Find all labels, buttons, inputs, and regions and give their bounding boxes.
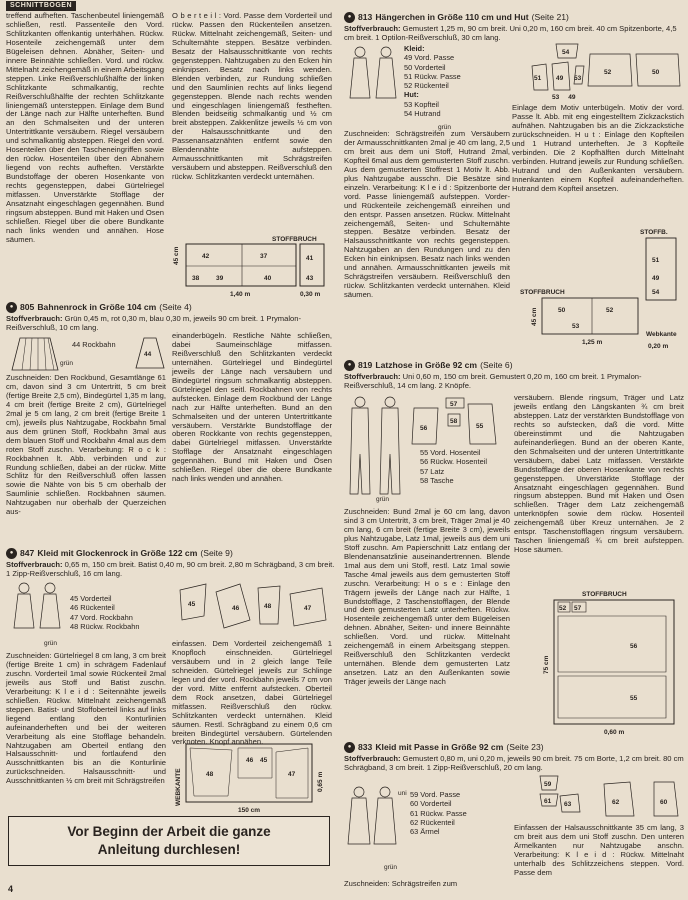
diagram1-part: 43	[306, 275, 314, 282]
pattern-813-title: Hängerchen in Größe 110 cm und Hut	[375, 12, 529, 23]
col1-top-text: treffend aufheften. Taschenbeutel liniengemäß schließen, restl. Passenteile den Vord. Schlitzkanten offenkantig unterhähen. Rückw. Hosenteile zeichengemäß unter dem Bügeleisen dehnen. Abnäher, Seiten- und innere Beinnähte schließen. Vord. und rückw. Mittelnaht zeichengemäß in einem Arbeitsgang steppen. Linke Reißverschlußhälfte der linken Schlitzkante schmalkantig, rechte Reißverschlußhälfte der rechten Schlitzkante liniengemäß untersteppen. Einlage dem Bund der Länge nach zur Hälfte unterheften. Bund an den Schmalseiten und der unteren Untertrittkante versäubern. Riegel versäubern und schmalkantig absteppen. Riegel den vord. Hosenteilen über den Tascheneingriffen sowie den rückw. Hosenteilen über den Abnähern liegend von rechts aufheften. Verstärkte Bundstoffage der oberen Hosenkante von rechts gegensteppen, dabei Gürtelriegel mitfassen. Unverstärkte Stofflage der Ansatznaht eingeschlagen gegennähen. Bund ringsum absteppen. Bund mit Haken und Osen schließen. Riegel über die obere Bundkante nach links wenden und annähen. Hose säumen.	[6, 11, 164, 244]
diagram-819-height: 75 cm	[543, 655, 550, 674]
webkante-label: WEBKANTE	[175, 768, 182, 806]
legend-item: 49 Vord. Passe	[404, 53, 455, 63]
legend-item: 63 Ärmel	[410, 827, 440, 836]
pattern-833-part-label: 60	[660, 799, 668, 806]
legend-item: 52 Rückenteil	[404, 81, 449, 90]
pattern-819-page-ref: (Seite 6)	[480, 360, 513, 371]
diagram-847-width: 150 cm	[238, 807, 261, 814]
pattern-847-number: 847	[20, 548, 35, 559]
pattern-805-number: 805	[20, 302, 35, 313]
diagram1-height: 45 cm	[173, 246, 180, 265]
legend-item: 56 Rückw. Hosenteil	[420, 457, 487, 467]
pattern-819-legend	[420, 448, 510, 485]
instruction-box	[8, 816, 330, 866]
diagram-813-stoffb: STOFFB.	[640, 229, 668, 236]
stoffverbrauch-label: Stoffverbrauch:	[6, 314, 63, 323]
header-tag: SCHNITTBOGEN	[6, 1, 76, 11]
legend-item: 47 Vord. Rockbahn	[70, 612, 133, 622]
stoffverbrauch-label: Stoffverbrauch:	[344, 372, 401, 381]
pattern-819-layout-part: 52	[559, 605, 567, 612]
stoffverbrauch-label: Stoffverbrauch:	[344, 754, 401, 763]
pattern-813-part-label: 49	[556, 75, 564, 82]
diagram1-width: 1,40 m	[230, 291, 251, 298]
pattern-813-layout-diagram	[512, 226, 684, 354]
pattern-819-stoffverbrauch	[344, 373, 684, 391]
legend-item: 51 Rückw. Passe	[404, 71, 461, 81]
diagram1-part: 39	[216, 275, 224, 282]
pattern-847-layout-diagram	[172, 738, 332, 814]
pattern-819-title: Latzhose in Größe 92 cm	[375, 360, 478, 371]
pattern-847-legend	[70, 594, 150, 631]
dress-illustration	[10, 580, 66, 634]
layout-diagram-1	[172, 232, 332, 300]
diagram-813-webkante: Webkante	[646, 331, 677, 338]
pattern-833-part-label: 59	[544, 781, 552, 788]
pattern-833-color: grün	[384, 864, 398, 871]
legend-item: 57 Latz	[420, 466, 445, 476]
pattern-813-layout-part: 54	[652, 289, 660, 296]
pattern-833-uni-label: uni	[398, 790, 407, 797]
pattern-847-layout-part: 46	[246, 757, 254, 764]
pattern-813-layout-part: 53	[572, 323, 580, 330]
pattern-813-heading	[344, 12, 684, 23]
legend-item: 59 Vord. Passe	[410, 790, 461, 799]
pattern-847-layout-part: 48	[206, 771, 214, 778]
pattern-813-text-main: Zuschneiden: Schrägstreifen zum Versäubern der Armausschnittkanten 2mal je 40 cm lang, 2,5 cm breit aus dem uni Stoff, Hutrand 2mal, Kopfteil 6mal aus dem gemusterten Stoff zuschn. Aus dem gemusterten Stoffrest 1 Motiv lt. Abb. plus Nahtzugabe ausschn. Die Besätze sind einzeln. Verarbeitung: K l e i d : Spitzenborte der vord. Passe liniengemäß aufsteppen. Vorder- und Rückenteile zeichengemäß einreihen und den entspr. Passen ansetzen. Rückw. Mittelnaht zeichengemäß, Seiten- und Schulternähte steppen. Besätze verbinden. Besatz der Halsausschnittkante von rechts gegensteppen. Nahtzugaben an den Rundungen und zu den Ecken hin einknipsen. Besatz nach links wenden und annähen. Armausschnittkanten jeweils mit Schrägstreifen versäubern. Reißverschluß den rückw. Schlitzkanten verdeckt unternähen. Kleid säumen.	[344, 129, 510, 300]
pattern-819-text-right: versäubern. Blende ringsum, Träger und Latz jeweils entlang den Längskanten ¾ cm breit absteppen. Latz der verstärkten Bundstofflage von rechts so aufstecken, daß die vord. Mitte übereinstimmt und die Nahtzugaben aufeinanderliegen. Bund an der oberen Kante, den Schmalseiten und der unteren Untertrittkante versäubern, dabei Latz mitfassen. Verstärkte Bundstofflage der oberen Hosenkante von rechts gegensteppen. Unverstärkte Stofflage der Ansatznaht eingeschlagen gegennähen. Bund ringsum absteppen. Bund mit Haken und Ösen schließen. Träger dem Latz zeichengemäß unterknöpfen sowie dem rückw. Hosenteil zeichengemäß über Kreuz unternähen. Je 2 entspr. Taschenstofflagen ringsum versäubern. Taschen liniengemäß ¾ cm breit aufsteppen. Hose säumen.	[514, 393, 684, 555]
pattern-813-part-label: 53	[574, 75, 582, 82]
pattern-813-part-label: 50	[652, 69, 660, 76]
diagram-813-height: 45 cm	[531, 307, 538, 326]
legend-item: 53 Kopfteil	[404, 99, 439, 109]
legend-group-label: Hut:	[404, 90, 419, 100]
legend-item: 62 Rückenteil	[410, 817, 455, 827]
diagram1-small-width: 0,30 m	[300, 291, 321, 298]
skirt-illustration	[10, 334, 60, 374]
pattern-847-text-right: einfassen. Dem Vorderteil zeichengemäß 1 Knopfloch einschneiden. Gürtelriegel versäubern und in 2 gleich lange Teile schneiden. Gürtelriegel jeweils zur Schlinge legen und der vord. Rockbahn jeweils 7 cm von der vord. Mitte entfernt aufstecken. Oberteil dem Rock ansetzen, dabei Gürtelriegel mitfassen. Reißverschluß den rückw. Schlitzkanten verdeckt unternähen. Kleid säumen. Restl. Schrägband zu einem 0,6 cm breiten Bindegürtel versäubern. Gürtelenden verknoten. Knopf annähen.	[172, 639, 332, 747]
legend-item: 46 Rückenteil	[70, 603, 115, 613]
pattern-805-page-ref: (Seite 4)	[159, 302, 192, 313]
pattern-847-heading	[6, 548, 336, 559]
pattern-833-part-label: 63	[564, 801, 572, 808]
pattern-833-title: Kleid mit Passe in Größe 92 cm	[375, 742, 504, 753]
stoffverbrauch-value: 0,65 m, 150 cm breit. Batist 0,40 m, 90 cm breit. 2,80 m Schrägband, 3 cm breit. 1 Zipp-Reißverschluß, 16 cm lang.	[6, 560, 335, 578]
instruction-line-1: Vor Beginn der Arbeit die ganze	[67, 823, 271, 839]
legend-item: 48 Rückw. Rockbahn	[70, 621, 140, 631]
pattern-847-page-ref: (Seite 9)	[200, 548, 233, 559]
legend-item: 55 Vord. Hosenteil	[420, 448, 481, 457]
pattern-805-heading	[6, 302, 336, 313]
legend-item: 58 Tasche	[420, 475, 454, 485]
pattern-847-text-left: Zuschneiden: Gürtelriegel 8 cm lang, 3 cm breit (fertige Breite 1 cm) in schrägem Fadenlauf zuschn. Vorderteil 1mal sowie Rückenteil 2mal jeweils aus Stoff und Batist zuschn. Verarbeitung: K l e i d : Seitennähte jeweils schließen. Rückw. Mittelnaht zeichengemäß steppen. Batist- und Stoffoberteil links auf links liegend entlang den Konturlinien aufeinanderheften und bei der weiteren Verarbeitung als eine Stofflage behandeln. Nahtzugaben am Oberteil entlang den Halsausschnitt- und fortlaufend den Ausschnittkanten bis an die Konturlinie zurückschneiden. Halsausschnitt- und Ausschnittkanten ½ cm breit mit Schrägstreifen	[6, 651, 166, 786]
pattern-833-heading	[344, 742, 684, 753]
diagram-813-stoffbruch: STOFFBRUCH	[520, 289, 565, 296]
pattern-819-section	[344, 360, 684, 391]
pattern-833-pieces	[514, 772, 684, 822]
pattern-813-part-label: 51	[534, 75, 542, 82]
pattern-819-part-label: 58	[450, 418, 458, 425]
pattern-819-layout-diagram	[514, 588, 684, 738]
pattern-833-legend	[410, 790, 510, 836]
pattern-813-part-label: 54	[562, 49, 570, 56]
pattern-number-badge: ●	[6, 548, 17, 559]
pattern-813-number: 813	[358, 12, 373, 23]
pattern-819-number: 819	[358, 360, 373, 371]
pattern-813-section	[344, 12, 684, 43]
diagram1-part: 42	[202, 253, 210, 260]
pattern-819-text-main: Zuschneiden: Bund 2mal je 60 cm lang, davon sind 3 cm Untertritt, 3 cm breit, Träger 2mal je 40 cm lang, 6 cm breit (fertige Breite 3 cm), jeweils plus Nahtzugabe, Latz 1mal, jeweils aus dem uni Stoff zuschn. Am Papierschnitt Latz entlang der Blendenansatzlinie auseinandertrennen. Blende 1mal aus dem uni Stoff, restl. Latz 1mal sowie Tasche 4mal jeweils aus dem gemusterten Stoff zuschn. Verarbeitung: H o s e : Einlage den Trägern jeweils der Länge nach zur Hälfte, 1 Bundstofflage, 2 Taschenstofflagen, der Blende und dem gemusterten Latz unterheften. Rückw. Hosenteile zeichengemäß unter dem Bügeleisen dehnen. Abnäher, Seiten- und innere Beinnähte schließen. Vord. und rückw. Mittelnaht zeichengemäß in einem Arbeitsgang steppen. Reißverschluß den Schlitzkanten verdeckt unternähen. Blende dem gemusterten Latz ansetzen. Latz an den Außenkanten sowie Träger jeweils der Länge nach	[344, 507, 510, 687]
pattern-833-text-main: Zuschneiden: Schrägstreifen zum	[344, 879, 458, 888]
pattern-847-stoffverbrauch	[6, 561, 336, 579]
pattern-847-pieces	[176, 580, 332, 636]
legend-item: 60 Vorderteil	[410, 799, 452, 809]
pattern-805-section	[6, 302, 336, 333]
pattern-805-text-right: einanderbügeln. Restliche Nähte schließen, dabei Saumeinschläge mitfassen. Reißverschluß den Schlitzkanten verdeckt unternähen. Gürtelriegel und Bindegürtel jeweils der Länge nach versäubern und Bindegürtel ringsum schmalkantig absteppen. Gürtelriegel den seitl. Rockbahnen von rechts aufstecken. Einlage dem Rockbund der Länge nach zur Hälfte unterheften. Bund an den Schmalseiten und der unteren Untertrittkante versäubern. Verstärkte Bundstofflage der oberen Rockkante von rechts gegensteppen, dabei Gürtelriegel mitfassen. Unverstärkte Stofflage der Ansatznaht eingeschlagen gegennähen. Bund mit Haken und Ösen schließen. Riegel über die obere Bundkante nach links wenden und annähen.	[172, 331, 332, 484]
pattern-813-page-ref: (Seite 21)	[531, 12, 569, 23]
pattern-847-layout-part: 45	[260, 757, 268, 764]
pattern-813-layout-part: 51	[652, 257, 660, 264]
pattern-813-part-label: 53	[552, 94, 560, 101]
diagram1-part: 41	[306, 255, 314, 262]
pattern-819-layout-part: 55	[630, 695, 638, 702]
pattern-833-page-ref: (Seite 23)	[506, 742, 544, 753]
diagram1-part: 40	[264, 275, 272, 282]
pattern-819-heading	[344, 360, 684, 371]
pattern-number-badge: ●	[6, 302, 17, 313]
pattern-813-layout-part: 52	[606, 307, 614, 314]
pattern-847-section	[6, 548, 336, 579]
col2-top-text: O b e r t e i l : Vord. Passe dem Vorderteil und rückw. Passen den Rückenteilen ansetzen. Rückw. Mittelnaht zeichengemäß, Seiten- und Schulternähte steppen. Besätze verbinden. Besatz der Halsausschnittkante von rechts gegensteppen. Nahtzugaben zu den Ecken hin einknipsen. Besatz nach links wenden. Blenden verbinden, zur Rundung schließen und den Saumlinien rechts auf links liegend gegensteppen. Blende nach rechts wenden und eingeschlagen liniengemäß festheften. Blenden beidseitig schmalkantig und ½ cm breit absteppen. Zakkenlitze jeweils ½ cm von der Halsausschnittkante und den Passenansatznähten entfernt sowie den Blendennähte aufsteppen. Armausschnittkanten mit Schrägstreifen versäubern und absteppen. Reißverschluß den rückw. Schlitzkanten verdeckt unternähen.	[172, 11, 332, 182]
pattern-813-bottom-part-labels	[552, 94, 632, 102]
pattern-847-part-label: 48	[264, 603, 272, 610]
pattern-847-color: grün	[44, 640, 58, 647]
diagram1-stoffbruch: STOFFBRUCH	[272, 236, 317, 243]
pattern-819-part-label: 55	[476, 423, 484, 430]
pattern-number-badge: ●	[344, 742, 355, 753]
pattern-833-stoffverbrauch	[344, 755, 684, 773]
legend-item: 44 Rockbahn	[72, 340, 116, 349]
pattern-805-piece	[130, 334, 170, 374]
stoffverbrauch-label: Stoffverbrauch:	[344, 24, 401, 33]
legend-item: 50 Vorderteil	[404, 62, 446, 72]
pattern-819-color: grün	[376, 496, 390, 503]
pattern-819-part-label: 57	[450, 401, 458, 408]
stoffverbrauch-value: Uni 0,60 m, 150 cm breit. Gemustert 0,20 m, 160 cm breit. 1 Prymalon-Reißverschluß, 14 cm lang. 2 Knöpfe.	[344, 372, 642, 390]
pattern-813-part-label: 49	[568, 94, 576, 101]
legend-group-label: Kleid:	[404, 44, 425, 53]
stoffverbrauch-value: Grün 0,45 m, rot 0,30 m, blau 0,30 m, jeweils 90 cm breit. 1 Prymalon-Reißverschluß, 10 cm lang.	[6, 314, 302, 332]
pattern-805-title: Bahnenrock in Größe 104 cm	[37, 302, 157, 313]
pattern-813-layout-part: 49	[652, 275, 660, 282]
stoffverbrauch-value: Gemustert 1,25 m, 90 cm breit. Uni 0,20 m, 160 cm breit. 40 cm Spitzenborte, 4,5 cm breit. 1 Optilon-Reißverschluß, 30 cm lang.	[344, 24, 677, 42]
pattern-819-pieces	[408, 396, 508, 446]
legend-item: 54 Hutrand	[404, 108, 441, 118]
pattern-833-text-right: Einfassen der Halsausschnittkante 35 cm lang, 3 cm breit aus dem uni Stoff zuschn. Den unteren Ärmelkanten nur Nahtzugabe anschn. Verarbeitung: K l e i d : Rückw. Mittelnaht unterhalb des Schlitzzeichens steppen. Vord. Passe dem	[514, 823, 684, 877]
instruction-line-2: Anleitung durchlesen!	[97, 842, 241, 857]
pattern-847-part-label: 46	[232, 605, 240, 612]
diagram-813-width: 1,25 m	[582, 339, 603, 346]
pattern-833-part-label: 61	[544, 798, 552, 805]
pattern-813-layout-part: 50	[558, 307, 566, 314]
diagram-819-width: 0,60 m	[604, 729, 625, 736]
pattern-813-pieces	[528, 40, 684, 96]
pattern-847-part-label: 45	[188, 601, 196, 608]
dungarees-illustration	[346, 394, 406, 502]
pattern-number-badge: ●	[344, 360, 355, 371]
legend-item: 45 Vorderteil	[70, 594, 112, 603]
pattern-819-layout-part: 57	[574, 605, 582, 612]
pattern-847-title: Kleid mit Glockenrock in Größe 122 cm	[37, 548, 198, 559]
pattern-813-legend	[404, 44, 484, 118]
legend-item: 61 Rückw. Passe	[410, 808, 467, 818]
hanger-dress-illustration	[346, 44, 400, 104]
diagram-847-height: 0,65 m	[317, 771, 324, 792]
pattern-819-part-label: 56	[420, 425, 428, 432]
stoffverbrauch-value: Gemustert 0,80 m, uni 0,20 m, jeweils 90 cm breit. 75 cm Borte, 1,2 cm breit. 80 cm Schrägband, 3 cm breit. 1 Zipp-Reißverschluß, 20 cm lang.	[344, 754, 684, 772]
pattern-813-part-label: 52	[604, 69, 612, 76]
page-number: 4	[8, 884, 14, 894]
passe-dress-illustration	[346, 784, 398, 870]
pattern-833-number: 833	[358, 742, 373, 753]
pattern-847-layout-part: 47	[288, 771, 296, 778]
pattern-833-section	[344, 742, 684, 773]
pattern-813-color: grün	[438, 124, 452, 131]
pattern-819-layout-part: 56	[630, 643, 638, 650]
diagram-819-stoffbruch: STOFFBRUCH	[582, 591, 627, 598]
pattern-847-part-label: 47	[304, 605, 312, 612]
pattern-805-text-left: Zuschneiden: Den Rockbund, Gesamtlänge 61 cm, davon sind 3 cm Untertritt, 5 cm breit (fertige Breite 2,5 cm), Bindegürtel 1,35 m lang, 4 cm breit (fertige Breite 2 cm), Gürtelriegel 2mal je 5 cm lang, 2 cm breit (fertige Breite 1 cm), jeweils plus Nahtzugabe, Rockbahn 5mal aus dem grünen Stoff, Rockbahn 3mal aus dem blauen Stoff und Rockbahn 4mal aus dem roten Stoff zuschn. Verarbeitung: R o c k : Rockbahnen lt. Abb. verbinden und zur Rundung schließen, dabei an der rückw. Mitte Schlitz für den Reißverschluß offen lassen sowie die Nähte von bis 5 cm oberhalb der Saumlinie schließen. Rockbahnen säumen. Nahtzugaben nur oberhalb der Querzeichen aus-	[6, 373, 166, 517]
pattern-number-badge: ●	[344, 12, 355, 23]
pattern-805-part-label: 44	[144, 351, 152, 358]
stoffverbrauch-label: Stoffverbrauch:	[6, 560, 63, 569]
pattern-833-part-label: 62	[612, 799, 620, 806]
pattern-813-text-right: Einlage dem Motiv unterbügeln. Motiv der vord. Passe lt. Abb. mit eng eingestelltem Zickzackstich aufnähen. Nahtzugaben bis an die Zickzackstiche zurückschneiden. H u t : Einlage den Kopfteilen und 1 Hutrand unterheften. Je 3 Kopfteile verbinden. Die 2 Kopfhälften durch Mittelnaht verbinden. Hutrand jeweils zur Rundung schließen. Hutrand und den Außenkanten versäubern. Innenkanten einem Kopfteil aufeinanderheften. Hutrand dem Kopfteil ansetzen.	[512, 103, 684, 193]
diagram1-part: 37	[260, 253, 268, 260]
pattern-805-color: grün	[60, 360, 74, 367]
diagram-813-small-width: 0,20 m	[648, 343, 669, 350]
diagram1-part: 38	[192, 275, 200, 282]
